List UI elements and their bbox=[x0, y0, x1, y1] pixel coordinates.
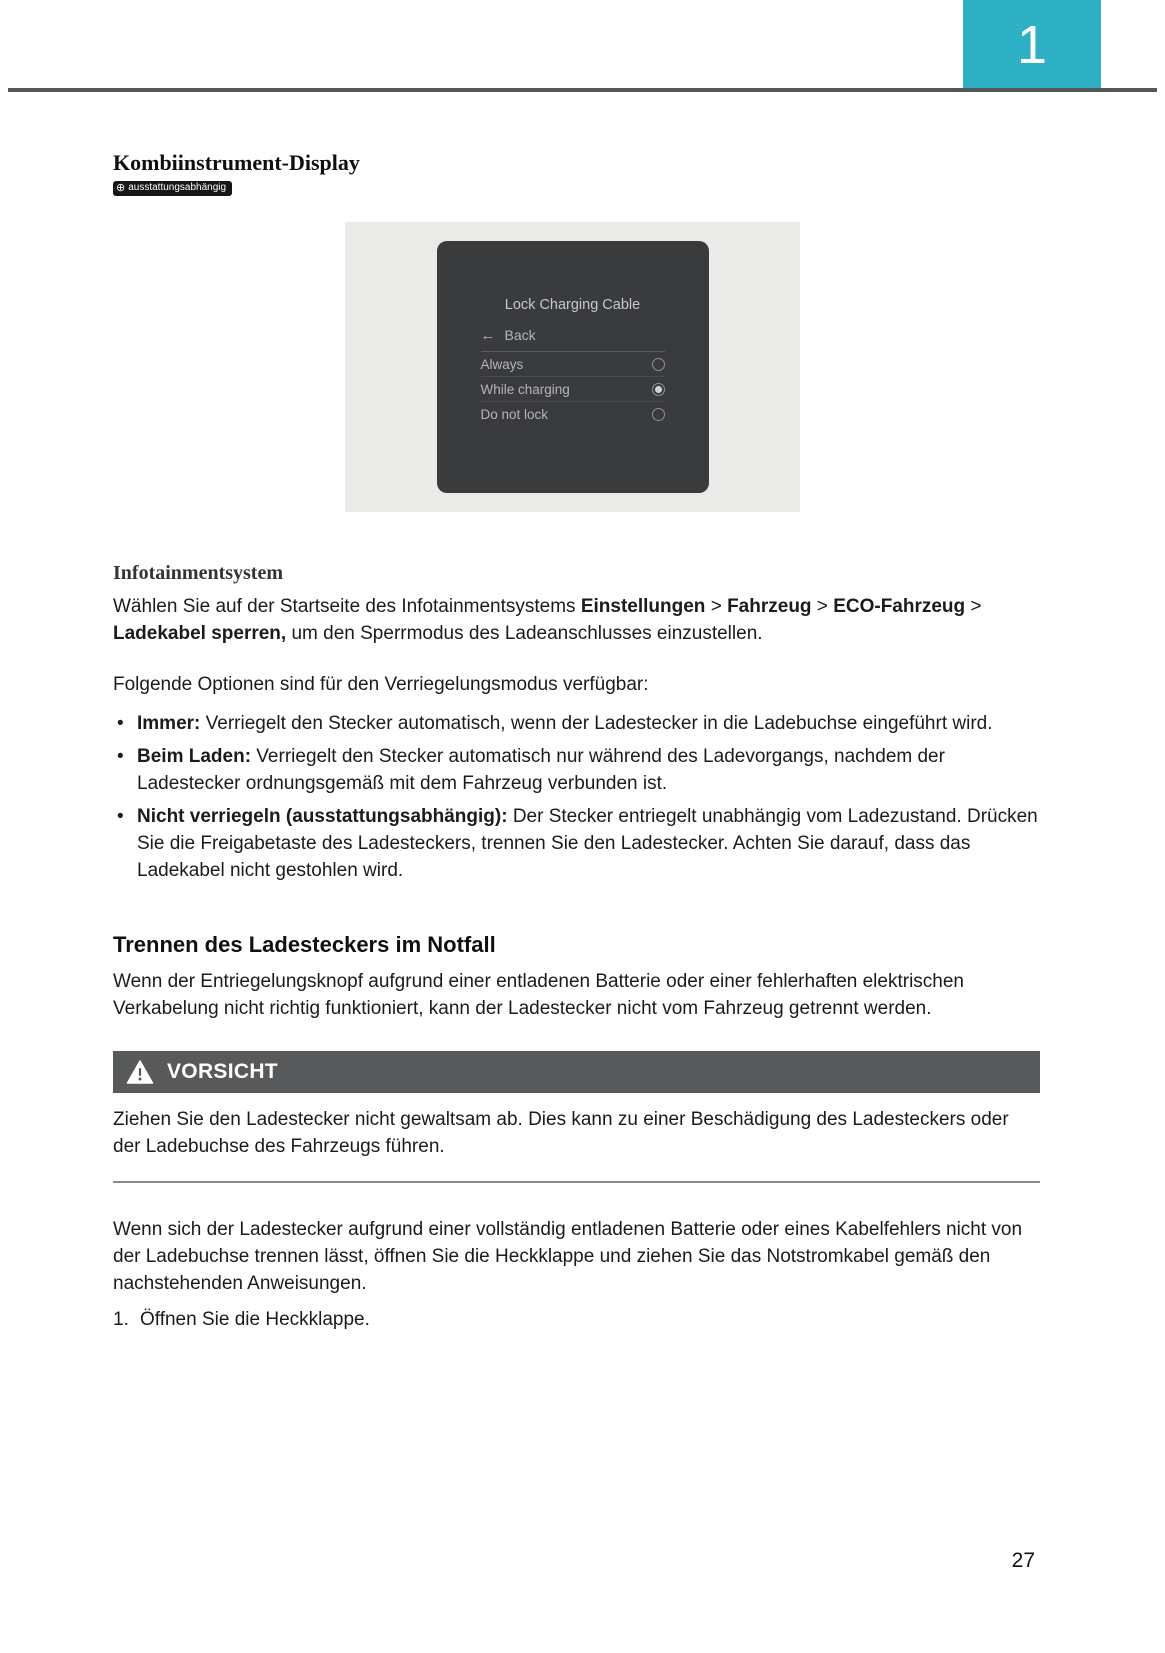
option-always bbox=[481, 352, 665, 377]
back-label: Back bbox=[504, 327, 536, 343]
page-content bbox=[113, 92, 1040, 1333]
option-label: While charging bbox=[480, 381, 570, 397]
chapter-number: 1 bbox=[1016, 15, 1048, 75]
page-number: 27 bbox=[1011, 1549, 1035, 1572]
options-intro-paragraph: Folgende Optionen sind für den Verriegelungsmodus verfügbar: bbox=[113, 674, 649, 695]
cluster-display-figure bbox=[345, 222, 800, 512]
emergency-paragraph: Wenn der Entriegelungsknopf aufgrund einer entladenen Batterie oder einer fehlerhaften elektrischen Verkabelung nicht richtig funktioniert, kann der Ladestecker nicht vom Fahrzeug getrennt werden. bbox=[113, 971, 964, 1019]
caution-header bbox=[113, 1051, 1040, 1093]
radio-button-do-not-lock bbox=[652, 408, 665, 421]
cluster-screen bbox=[437, 241, 709, 493]
back-arrow-icon: ← bbox=[480, 326, 496, 344]
radio-button-while-charging bbox=[652, 383, 665, 396]
step-number: 1. bbox=[113, 1309, 129, 1330]
list-item-immer: • Immer: Verriegelt den Stecker automatisch, wenn der Ladestecker in die Ladebuchse eingeführt wird. bbox=[113, 710, 1040, 737]
caution-divider bbox=[113, 1181, 1040, 1183]
caution-body: Ziehen Sie den Ladestecker nicht gewaltsam ab. Dies kann zu einer Beschädigung des Ladesteckers oder der Ladebuchse des Fahrzeugs führen. bbox=[113, 1109, 1009, 1157]
option-while-charging bbox=[481, 377, 665, 402]
plus-circle-icon: ⊕ bbox=[116, 181, 126, 194]
list-item-nicht-verriegeln: • Nicht verriegeln (ausstattungsabhängig): Der Stecker entriegelt unabhängig vom Ladezustand. Drücken Sie die Freigabetaste des Ladesteckers, trennen Sie den Ladestecker. Achten Sie darauf, dass das Ladekabel nicht gestohlen wird. bbox=[113, 803, 1040, 884]
chapter-tab bbox=[963, 0, 1101, 90]
section-heading-emergency: Trennen des Ladesteckers im Notfall bbox=[113, 932, 496, 957]
equipment-dependent-badge bbox=[113, 181, 232, 196]
step-text: Öffnen Sie die Heckklappe. bbox=[140, 1309, 370, 1330]
warning-triangle-icon bbox=[126, 1059, 154, 1085]
lock-mode-options-list bbox=[113, 710, 1040, 884]
option-do-not-lock bbox=[481, 402, 665, 427]
badge-label: ausstattungsabhängig bbox=[128, 182, 227, 193]
back-menu-item bbox=[481, 327, 665, 352]
infotainment-intro-paragraph: Wählen Sie auf der Startseite des Infotainmentsystems Einstellungen > Fahrzeug > ECO-Fahrzeug > Ladekabel sperren, um den Sperrmodus des Ladeanschlusses einzustellen. bbox=[113, 596, 982, 644]
option-label: Always bbox=[480, 356, 524, 372]
section-heading-kombiinstrument: Kombiinstrument-Display bbox=[113, 150, 360, 175]
emergency-paragraph-2: Wenn sich der Ladestecker aufgrund einer vollständig entladenen Batterie oder eines Kabelfehlers nicht von der Ladebuchse trennen lässt, öffnen Sie die Heckklappe und ziehen Sie das Notstromkabel gemäß den nachstehenden Anweisungen. bbox=[113, 1219, 1023, 1294]
option-label: Do not lock bbox=[480, 407, 549, 422]
screen-title: Lock Charging Cable bbox=[504, 297, 641, 313]
section-heading-infotainment: Infotainmentsystem bbox=[113, 562, 283, 584]
radio-button-always bbox=[652, 358, 665, 371]
step-1 bbox=[113, 1306, 1040, 1333]
list-item-beim-laden: • Beim Laden: Verriegelt den Stecker automatisch nur während des Ladevorgangs, nachdem der Ladestecker ordnungsgemäß mit dem Fahrzeug verbunden ist. bbox=[113, 743, 1040, 797]
caution-label: VORSICHT bbox=[167, 1060, 278, 1083]
